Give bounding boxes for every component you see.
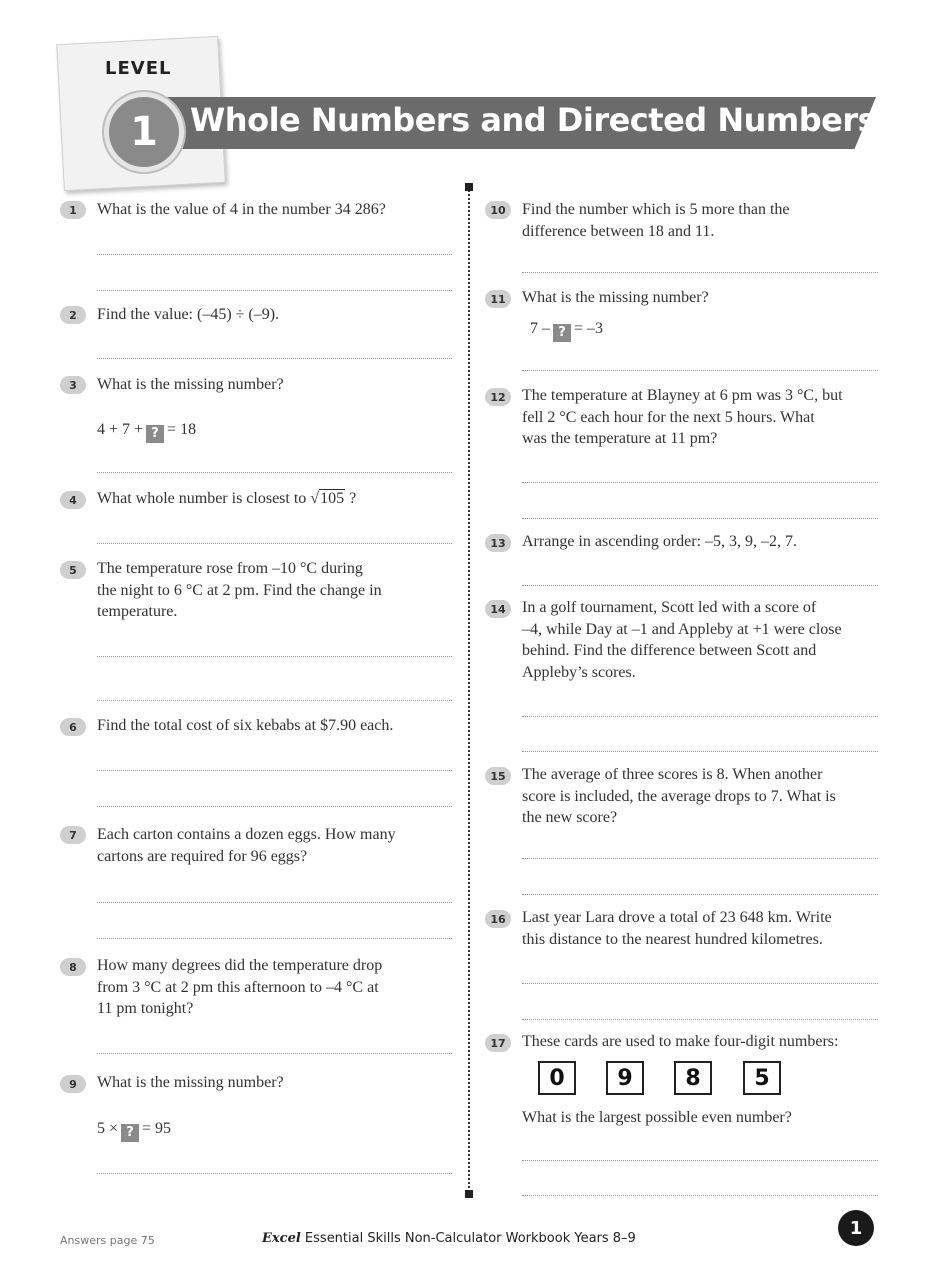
- question-line: The temperature at Blayney at 6 pm was 3 °C, but: [522, 387, 843, 404]
- answer-line[interactable]: [97, 290, 452, 291]
- question-text: [97, 955, 382, 1020]
- answers-reference: Answers page 75: [60, 1234, 155, 1247]
- question-text: Arrange in ascending order: –5, 3, 9, –2, 7.: [522, 533, 798, 550]
- question-number: 3: [60, 376, 86, 394]
- question-number: 9: [60, 1075, 86, 1093]
- divider-top-dot: [465, 183, 473, 191]
- question-text: [522, 385, 843, 450]
- question-text-after: ?: [349, 490, 357, 507]
- equation-right: = 18: [167, 421, 197, 438]
- question-text: What is the value of 4 in the number 34 286?: [97, 201, 386, 218]
- question-line: score is included, the average drops to 7. What is: [522, 787, 836, 805]
- question-line: 11 pm tonight?: [97, 1000, 194, 1017]
- question-text: Find the value: (–45) ÷ (–9).: [97, 306, 280, 323]
- question-number: 8: [60, 958, 86, 976]
- question-number: 5: [60, 561, 86, 579]
- question-number: 2: [60, 306, 86, 324]
- equation-right: = 95: [142, 1120, 172, 1137]
- equation-left: 7 –: [530, 320, 550, 337]
- page-title: Whole Numbers and Directed Numbers: [190, 101, 877, 139]
- answer-line[interactable]: [522, 585, 878, 586]
- answer-line[interactable]: [97, 806, 452, 807]
- book-title-rest: Essential Skills Non-Calculator Workbook Years 8–9: [300, 1231, 636, 1246]
- question-line: The average of three scores is 8. When another: [522, 766, 823, 783]
- level-number-badge: 1: [104, 92, 184, 172]
- book-title: [262, 1231, 636, 1246]
- equation: [530, 318, 603, 342]
- answer-line[interactable]: [97, 938, 452, 939]
- question-number: 15: [485, 767, 511, 785]
- question-number: 14: [485, 600, 511, 618]
- question-number: 11: [485, 290, 511, 308]
- question-text-before: What whole number is closest to: [97, 490, 307, 507]
- question-text: [97, 488, 356, 510]
- answer-line[interactable]: [97, 254, 452, 255]
- digit-card: 5: [743, 1061, 781, 1095]
- question-text: What is the missing number?: [97, 376, 284, 393]
- digit-card: 9: [606, 1061, 644, 1095]
- question-line: Find the number which is 5 more than the: [522, 201, 790, 218]
- sqrt-radicand: 105: [320, 490, 345, 507]
- answer-line[interactable]: [522, 482, 878, 483]
- answer-line[interactable]: [97, 1173, 452, 1174]
- answer-line[interactable]: [522, 894, 878, 895]
- answer-line[interactable]: [522, 983, 878, 984]
- answer-line[interactable]: [522, 1019, 878, 1020]
- sqrt-sign-icon: √: [310, 490, 320, 507]
- question-text: [522, 199, 790, 242]
- question-line: from 3 °C at 2 pm this afternoon to –4 °C at: [97, 978, 379, 996]
- question-text: What is the missing number?: [522, 289, 709, 306]
- answer-line[interactable]: [522, 518, 878, 519]
- question-line: fell 2 °C each hour for the next 5 hours. What: [522, 408, 815, 426]
- missing-number-box: ?: [553, 324, 571, 342]
- equation: [97, 419, 196, 443]
- question-text: Find the total cost of six kebabs at $7.90 each.: [97, 717, 394, 734]
- question-line: the new score?: [522, 809, 618, 826]
- question-text: These cards are used to make four-digit numbers:: [522, 1033, 839, 1050]
- question-number: 6: [60, 718, 86, 736]
- answer-line[interactable]: [97, 1053, 452, 1054]
- question-text: [522, 597, 842, 683]
- question-text: What is the missing number?: [97, 1074, 284, 1091]
- question-line: In a golf tournament, Scott led with a score of: [522, 599, 817, 616]
- missing-number-box: ?: [121, 1124, 139, 1142]
- question-number: 4: [60, 491, 86, 509]
- question-number: 17: [485, 1034, 511, 1052]
- question-text: [522, 764, 836, 829]
- question-number: 12: [485, 388, 511, 406]
- question-line: Each carton contains a dozen eggs. How many: [97, 826, 396, 843]
- answer-line[interactable]: [97, 700, 452, 701]
- answer-line[interactable]: [522, 858, 878, 859]
- answer-line[interactable]: [522, 1160, 878, 1161]
- digit-card: 8: [674, 1061, 712, 1095]
- answer-line[interactable]: [522, 1195, 878, 1196]
- question-line: The temperature rose from –10 °C during: [97, 560, 363, 577]
- column-divider: [468, 187, 470, 1195]
- equation: [97, 1118, 171, 1142]
- question-line: Last year Lara drove a total of 23 648 km. Write: [522, 909, 832, 926]
- question-number: 16: [485, 910, 511, 928]
- question-number: 13: [485, 534, 511, 552]
- question-line: was the temperature at 11 pm?: [522, 430, 718, 447]
- answer-line[interactable]: [97, 770, 452, 771]
- question-line: Appleby’s scores.: [522, 663, 636, 681]
- question-text: [522, 907, 832, 950]
- divider-bottom-dot: [465, 1190, 473, 1198]
- question-line: cartons are required for 96 eggs?: [97, 847, 308, 865]
- answer-line[interactable]: [522, 370, 878, 371]
- question-number: 7: [60, 826, 86, 844]
- answer-line[interactable]: [97, 902, 452, 903]
- question-number: 1: [60, 201, 86, 219]
- answer-line[interactable]: [522, 272, 878, 273]
- digit-card: 0: [538, 1061, 576, 1095]
- question-text: [97, 824, 396, 867]
- page-number: 1: [838, 1210, 874, 1246]
- question-line: –4, while Day at –1 and Appleby at +1 were close: [522, 620, 842, 638]
- missing-number-box: ?: [146, 425, 164, 443]
- question-line: behind. Find the difference between Scott and: [522, 642, 817, 659]
- equation-left: 4 + 7 +: [97, 421, 144, 438]
- question-number: 10: [485, 201, 511, 219]
- level-label: LEVEL: [105, 58, 172, 79]
- question-line: the night to 6 °C at 2 pm. Find the change in: [97, 581, 382, 599]
- question-line: this distance to the nearest hundred kilometres.: [522, 930, 823, 948]
- equation-right: = –3: [574, 320, 604, 337]
- answer-line[interactable]: [522, 716, 878, 717]
- answer-line[interactable]: [97, 472, 452, 473]
- equation-left: 5 ×: [97, 1120, 119, 1137]
- answer-line[interactable]: [97, 656, 452, 657]
- question-line: temperature.: [97, 603, 178, 620]
- question-text: [97, 558, 382, 623]
- answer-line[interactable]: [522, 751, 878, 752]
- answer-line[interactable]: [97, 358, 452, 359]
- answer-line[interactable]: [97, 543, 452, 544]
- question-line: How many degrees did the temperature drop: [97, 957, 383, 974]
- question-line: difference between 18 and 11.: [522, 222, 715, 240]
- question-text: What is the largest possible even number?: [522, 1109, 792, 1126]
- brand-name: Excel: [262, 1231, 301, 1246]
